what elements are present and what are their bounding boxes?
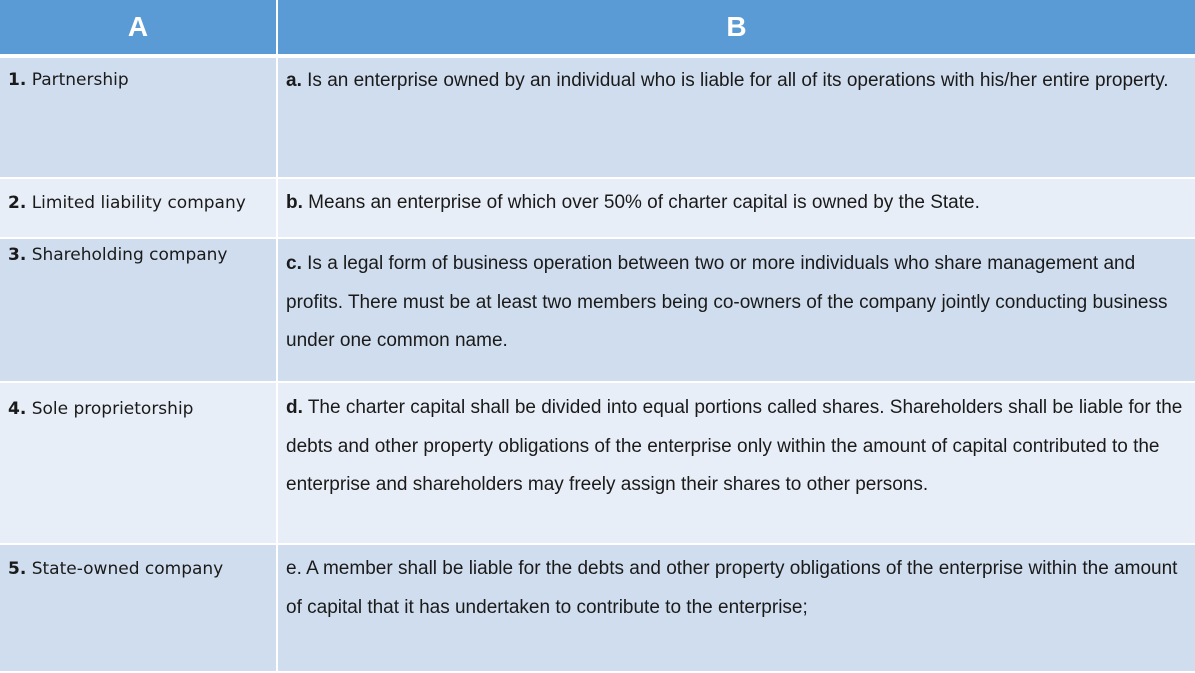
definition-text: Is a legal form of business operation between two or more individuals who share management and profits. There must be at least two members being co-owners of the company jointly conducting business under one common name. xyxy=(286,253,1168,351)
cell-b xyxy=(277,56,1195,178)
cell-b xyxy=(277,382,1195,544)
cell-a xyxy=(0,178,277,238)
cell-a xyxy=(0,238,277,382)
cell-a xyxy=(0,56,277,178)
cell-a xyxy=(0,382,277,544)
definition-letter: a. xyxy=(286,70,302,91)
table-row xyxy=(0,56,1195,178)
definition-letter: b. xyxy=(286,192,303,213)
table-row xyxy=(0,238,1195,382)
column-header-a: A xyxy=(0,0,277,56)
definition-letter: d. xyxy=(286,397,303,418)
item-term: State-owned company xyxy=(31,559,224,579)
header-row xyxy=(0,0,1195,56)
item-term: Partnership xyxy=(31,70,129,90)
definition-text: Means an enterprise of which over 50% of charter capital is owned by the State. xyxy=(308,192,980,213)
item-number: 5. xyxy=(8,559,27,579)
definition-text: The charter capital shall be divided into equal portions called shares. Shareholders shall be liable for the debts and other property obligations of the enterprise only within the amount of capital contributed to the enterprise and shareholders may freely assign their shares to other persons. xyxy=(286,397,1183,495)
definition-text: Is an enterprise owned by an individual who is liable for all of its operations with his/her entire property. xyxy=(307,70,1169,91)
table-row xyxy=(0,178,1195,238)
definition-text: e. A member shall be liable for the debts and other property obligations of the enterprise within the amount of capital that it has undertaken to contribute to the enterprise; xyxy=(286,558,1178,618)
cell-b xyxy=(277,178,1195,238)
item-term: Sole proprietorship xyxy=(31,399,194,419)
item-number: 4. xyxy=(8,399,27,419)
item-number: 2. xyxy=(8,193,27,213)
cell-b xyxy=(277,544,1195,672)
definition-letter: c. xyxy=(286,253,302,274)
item-number: 3. xyxy=(8,245,27,265)
table-row xyxy=(0,544,1195,672)
item-term: Limited liability company xyxy=(31,193,246,213)
cell-a xyxy=(0,544,277,672)
table-row xyxy=(0,382,1195,544)
column-header-b: B xyxy=(277,0,1195,56)
item-term: Shareholding company xyxy=(31,245,228,265)
cell-b xyxy=(277,238,1195,382)
item-number: 1. xyxy=(8,70,27,90)
